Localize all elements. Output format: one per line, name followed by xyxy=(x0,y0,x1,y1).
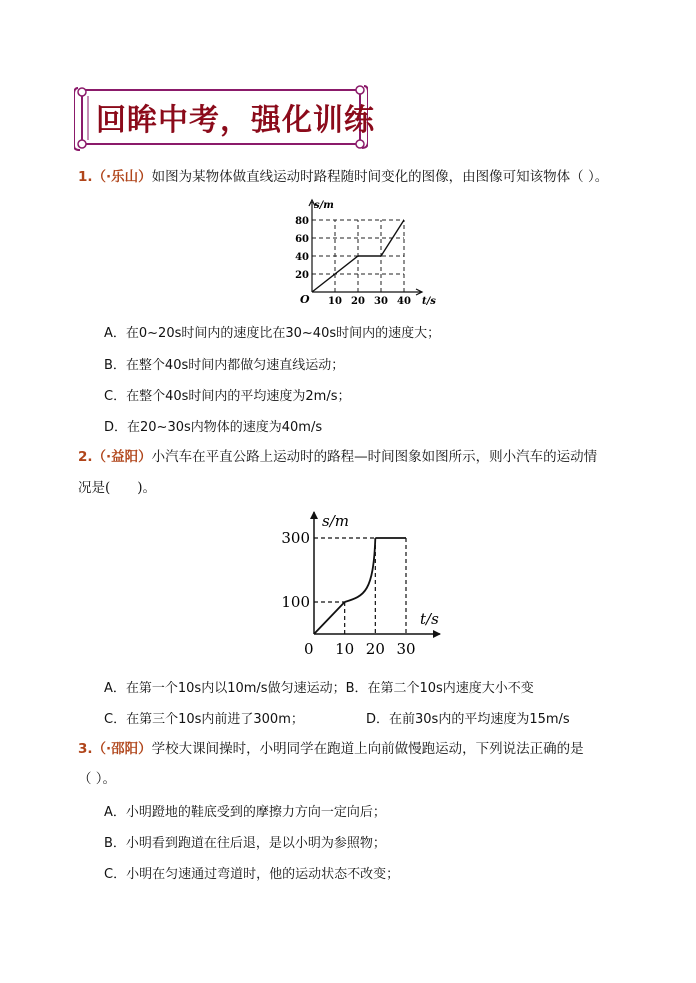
x-tick-label: 30 xyxy=(374,296,388,307)
x-axis-label: t/s xyxy=(420,610,439,628)
option-c: C．在第三个10s内前进了300m； xyxy=(104,712,304,727)
option-a: A．在0~20s时间内的速度比在30~40s时间内的速度大； xyxy=(104,326,441,341)
question-3-stem-cont: （ ）。 xyxy=(78,771,117,787)
question-text: 小汽车在平直公路上运动时的路程—时间图象如图所示，则小汽车的运动情 xyxy=(151,449,598,465)
question-2-stem xyxy=(78,446,678,468)
question-1-stem xyxy=(78,166,678,188)
y-tick-label: 60 xyxy=(295,234,309,245)
question-number: 1. xyxy=(78,169,93,185)
option-b: B．在整个40s时间内都做匀速直线运动； xyxy=(104,358,345,373)
section-title: 回眸中考，强化训练 xyxy=(96,103,375,138)
question-source: （·乐山） xyxy=(92,169,152,185)
series-segment xyxy=(314,602,345,634)
x-tick-label: 10 xyxy=(335,640,355,658)
option-d: D．在20~30s内物体的速度为40m/s xyxy=(104,420,323,435)
x-axis-label: t/s xyxy=(422,296,436,307)
question-source: （·益阳） xyxy=(92,449,152,465)
x-tick-label: 30 xyxy=(396,640,416,658)
question-number: 3. xyxy=(78,741,93,757)
question-source: （·邵阳） xyxy=(92,741,152,757)
option-a: A．在第一个10s内以10m/s做匀速运动；B．在第二个10s内速度大小不变 xyxy=(104,681,534,696)
option-c: C．在整个40s时间内的平均速度为2m/s； xyxy=(104,389,351,404)
question-number: 2. xyxy=(78,449,93,465)
option-a: A．小明蹬地的鞋底受到的摩擦力方向一定向后； xyxy=(104,805,386,820)
y-axis-arrow xyxy=(310,511,318,519)
origin-label: O xyxy=(300,293,310,306)
x-tick-label: 40 xyxy=(397,296,411,307)
option-b: B．小明看到跑道在往后退，是以小明为参照物； xyxy=(104,836,386,851)
option-d: D．在前30s内的平均速度为15m/s xyxy=(366,712,570,727)
question-1-chart xyxy=(292,196,442,312)
y-tick-label: 20 xyxy=(295,270,309,281)
y-axis-label: s/m xyxy=(322,512,349,530)
x-tick-label: 20 xyxy=(365,640,385,658)
question-2-stem-cont: 况是( )。 xyxy=(78,480,157,496)
question-text: 如图为某物体做直线运动时路程随时间变化的图像，由图像可知该物体（ ）。 xyxy=(151,169,609,185)
y-axis-label: s/m xyxy=(314,200,334,211)
origin-label: 0 xyxy=(304,640,314,658)
y-tick-label: 80 xyxy=(295,216,309,227)
x-tick-label: 10 xyxy=(328,296,342,307)
series-curve xyxy=(345,538,376,602)
question-text: 学校大课间操时，小明同学在跑道上向前做慢跑运动，下列说法正确的是 xyxy=(151,741,584,757)
question-3-stem xyxy=(78,738,678,760)
y-tick-label: 300 xyxy=(281,529,310,547)
question-2-chart xyxy=(278,506,448,664)
x-axis-arrow xyxy=(433,630,441,638)
y-tick-label: 100 xyxy=(281,593,310,611)
option-c: C．小明在匀速通过弯道时，他的运动状态不改变； xyxy=(104,867,400,882)
x-tick-label: 20 xyxy=(351,296,365,307)
y-tick-label: 40 xyxy=(295,252,309,263)
